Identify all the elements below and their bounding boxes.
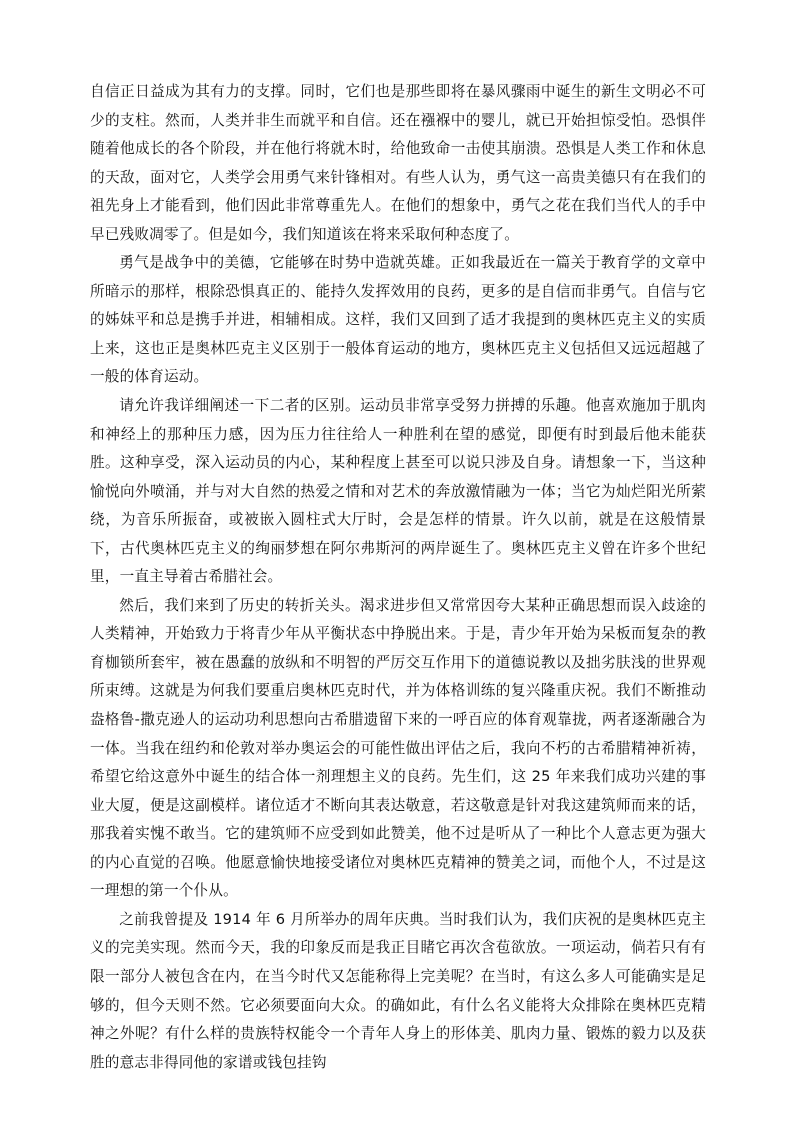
paragraph-3: 请允许我详细阐述一下二者的区别。运动员非常享受努力拼搏的乐趣。他喜欢施加于肌肉和神经上的那种压力感，因为压力往往给人一种胜利在望的感觉，即便有时到最后他未能获胜。这种享受，深入运动员的内心，某种程度上甚至可以说只涉及自身。请想象一下，当这种愉悦向外喷涌，并与对大自然的热爱之情和对艺术的奔放激情融为一体；当它为灿烂阳光所萦绕，为音乐所振奋，或被嵌入圆柱式大厅时，会是怎样的情景。许久以前，就是在这般情景下，古代奥林匹克主义的绚丽梦想在阿尔弗斯河的两岸诞生了。奥林匹克主义曾在许多个世纪里，一直主导着古希腊社会。: [90, 397, 706, 586]
paragraph-1: 自信正日益成为其有力的支撑。同时，它们也是那些即将在暴风骤雨中诞生的新生文明必不可少的支柱。然而，人类并非生而就平和自信。还在襁褓中的婴儿，就已开始担惊受怕。恐惧伴随着他成长的各个阶段，并在他行将就木时，给他致命一击使其崩溃。恐惧是人类工作和休息的天敌，面对它，人类学会用勇气来针锋相对。有些人认为，勇气这一高贵美德只有在我们的祖先身上才能看到，他们因此非常尊重先人。在他们的想象中，勇气之花在我们当代人的手中早已残败凋零了。但是如今，我们知道该在将来采取何种态度了。: [90, 83, 706, 243]
paragraph-5: 之前我曾提及 1914 年 6 月所举办的周年庆典。当时我们认为，我们庆祝的是奥林匹克主义的完美实现。然而今天，我的印象反而是我正目睹它再次含苞欲放。一项运动，倘若只有有限一部分人被包含在内，在当今时代又怎能称得上完美呢？在当时，有这么多人可能确实是足够的，但今天则不然。它必须要面向大众。的确如此，有什么名义能将大众排除在奥林匹克精神之外呢？有什么样的贵族特权能令一个青年人身上的形体美、肌肉力量、锻炼的毅力以及获胜的意志非得同他的家谱或钱包挂钩: [90, 910, 706, 1071]
paragraph-4: 然后，我们来到了历史的转折关头。渴求进步但又常常因夸大某种正确思想而误入歧途的人类精神，开始致力于将青少年从平衡状态中挣脱出来。于是，青少年开始为呆板而复杂的教育枷锁所套牢，被在愚蠢的放纵和不明智的严厉交互作用下的道德说教以及拙劣肤浅的世界观所束缚。这就是为何我们要重启奥林匹克时代，并为体格训练的复兴隆重庆祝。我们不断推动盎格鲁-撒克逊人的运动功利思想向古希腊遗留下来的一呼百应的体育观靠拢，两者逐渐融合为一体。当我在纽约和伦敦对举办奥运会的可能性做出评估之后，我向不朽的古希腊精神祈祷，希望它给这意外中诞生的结合体一剂理想主义的良药。先生们，这 25 年来我们成功兴建的事业大厦，便是这副模样。诸位适才不断向其表达敬意，若这敬意是针对我这建筑师而来的话，那我着实愧不敢当。它的建筑师不应受到如此赞美，他不过是听从了一种比个人意志更为强大的内心直觉的召唤。他愿意愉快地接受诸位对奥林匹克精神的赞美之词，而他个人，不过是这一理想的第一个仆从。: [90, 596, 706, 900]
paragraph-2: 勇气是战争中的美德，它能够在时势中造就英雄。正如我最近在一篇关于教育学的文章中所暗示的那样，根除恐惧真正的、能持久发挥效用的良药，更多的是自信而非勇气。自信与它的姊妹平和总是携手并进，相辅相成。这样，我们又回到了适才我提到的奥林匹克主义的实质上来，这也正是奥林匹克主义区别于一般体育运动的地方，奥林匹克主义包括但又远远超越了一般的体育运动。: [90, 254, 706, 386]
document-page: [90, 78, 706, 1077]
